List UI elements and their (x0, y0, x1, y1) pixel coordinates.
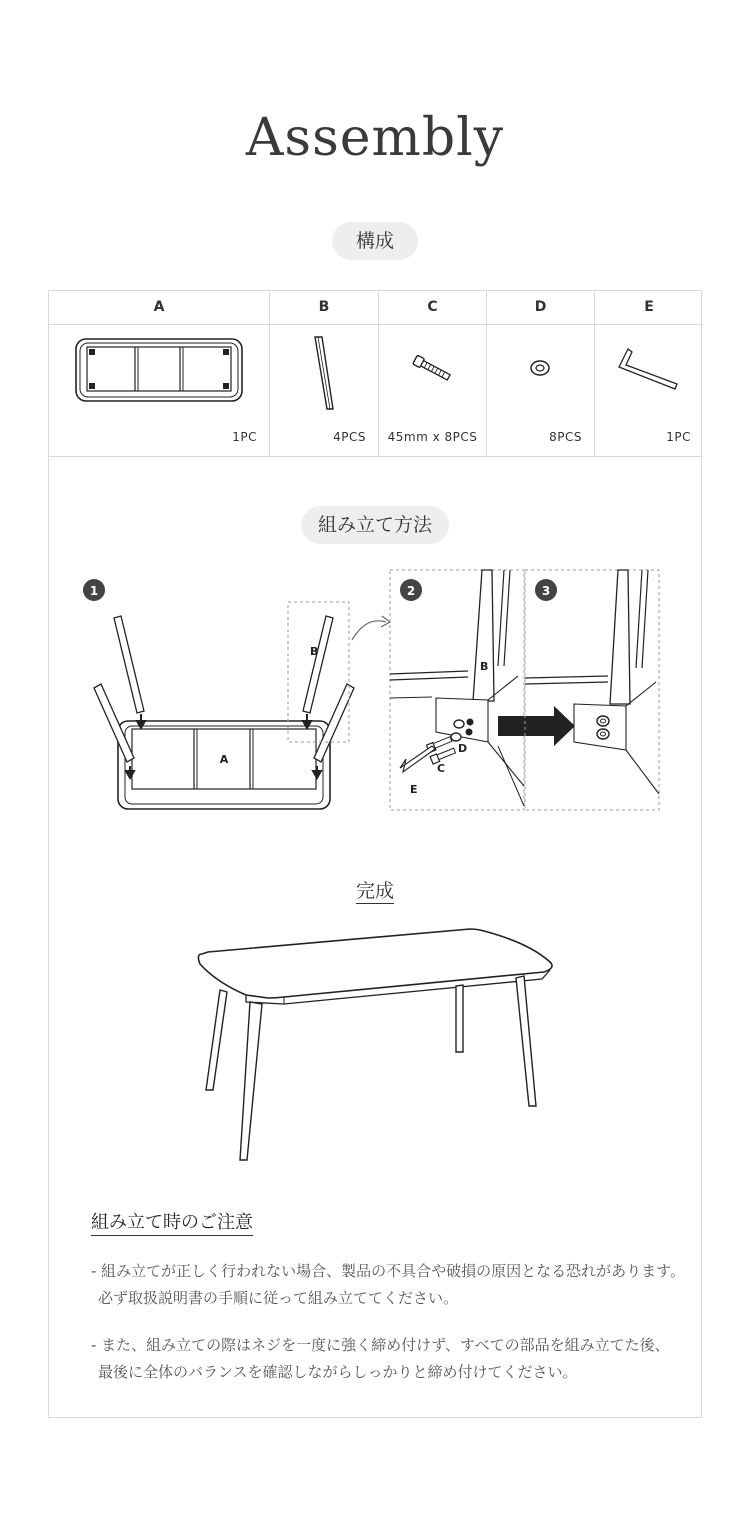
note-line-2: 最後に全体のバランスを確認しながらしっかりと締め付けてください。 (98, 1363, 578, 1381)
leg-icon (270, 325, 379, 425)
part-letter: C (379, 291, 486, 325)
caution-note-2 (91, 1332, 691, 1386)
part-column-d (487, 291, 595, 456)
note-line-1: - 組み立てが正しく行われない場合、製品の不具合や破損の原因となる恐れがあります。 (91, 1262, 685, 1280)
part-qty: 1PC (666, 430, 691, 444)
step-3 (525, 570, 659, 810)
label-b: B (310, 645, 319, 658)
label-d: D (458, 742, 468, 755)
note-line-1: - また、組み立ての際はネジを一度に強く締め付けず、すべての部品を組み立てた後、 (91, 1336, 670, 1354)
part-column-b (270, 291, 379, 456)
washer-icon (487, 325, 595, 425)
notes-title (91, 1208, 253, 1234)
part-letter: B (270, 291, 378, 325)
step-number: 2 (406, 584, 416, 598)
part-column-e (595, 291, 703, 456)
step-2 (390, 570, 575, 810)
bolt-icon (379, 325, 487, 425)
label-a: A (219, 753, 229, 766)
part-letter: E (595, 291, 703, 325)
part-qty: 45mm x 8PCS (387, 430, 478, 444)
finished-table-illustration (180, 920, 560, 1170)
allen-key-icon (595, 325, 703, 425)
part-letter: D (487, 291, 594, 325)
part-qty: 4PCS (333, 430, 366, 444)
part-column-c (379, 291, 487, 456)
part-qty: 1PC (232, 430, 257, 444)
parts-heading: 構成 (332, 222, 418, 260)
part-letter: A (49, 291, 269, 325)
method-heading: 組み立て方法 (301, 506, 449, 544)
step-number: 1 (89, 584, 99, 598)
finished-label (0, 876, 750, 903)
tabletop-frame-icon (49, 325, 270, 425)
caution-note-1 (91, 1258, 691, 1312)
notes-title-text: 組み立て時のご注意 (91, 1212, 253, 1236)
assembly-steps-diagram (70, 566, 670, 816)
label-b-step2: B (480, 660, 489, 673)
label-e: E (410, 783, 418, 796)
finished-label-text: 完成 (355, 880, 394, 902)
label-c: C (437, 762, 446, 775)
page-title: Assembly (245, 108, 505, 168)
part-qty: 8PCS (549, 430, 582, 444)
note-line-2: 必ず取扱説明書の手順に従って組み立ててください。 (98, 1289, 459, 1307)
step-number: 3 (541, 584, 551, 598)
step-1 (83, 579, 390, 809)
parts-table (48, 290, 702, 457)
part-column-a (49, 291, 270, 456)
